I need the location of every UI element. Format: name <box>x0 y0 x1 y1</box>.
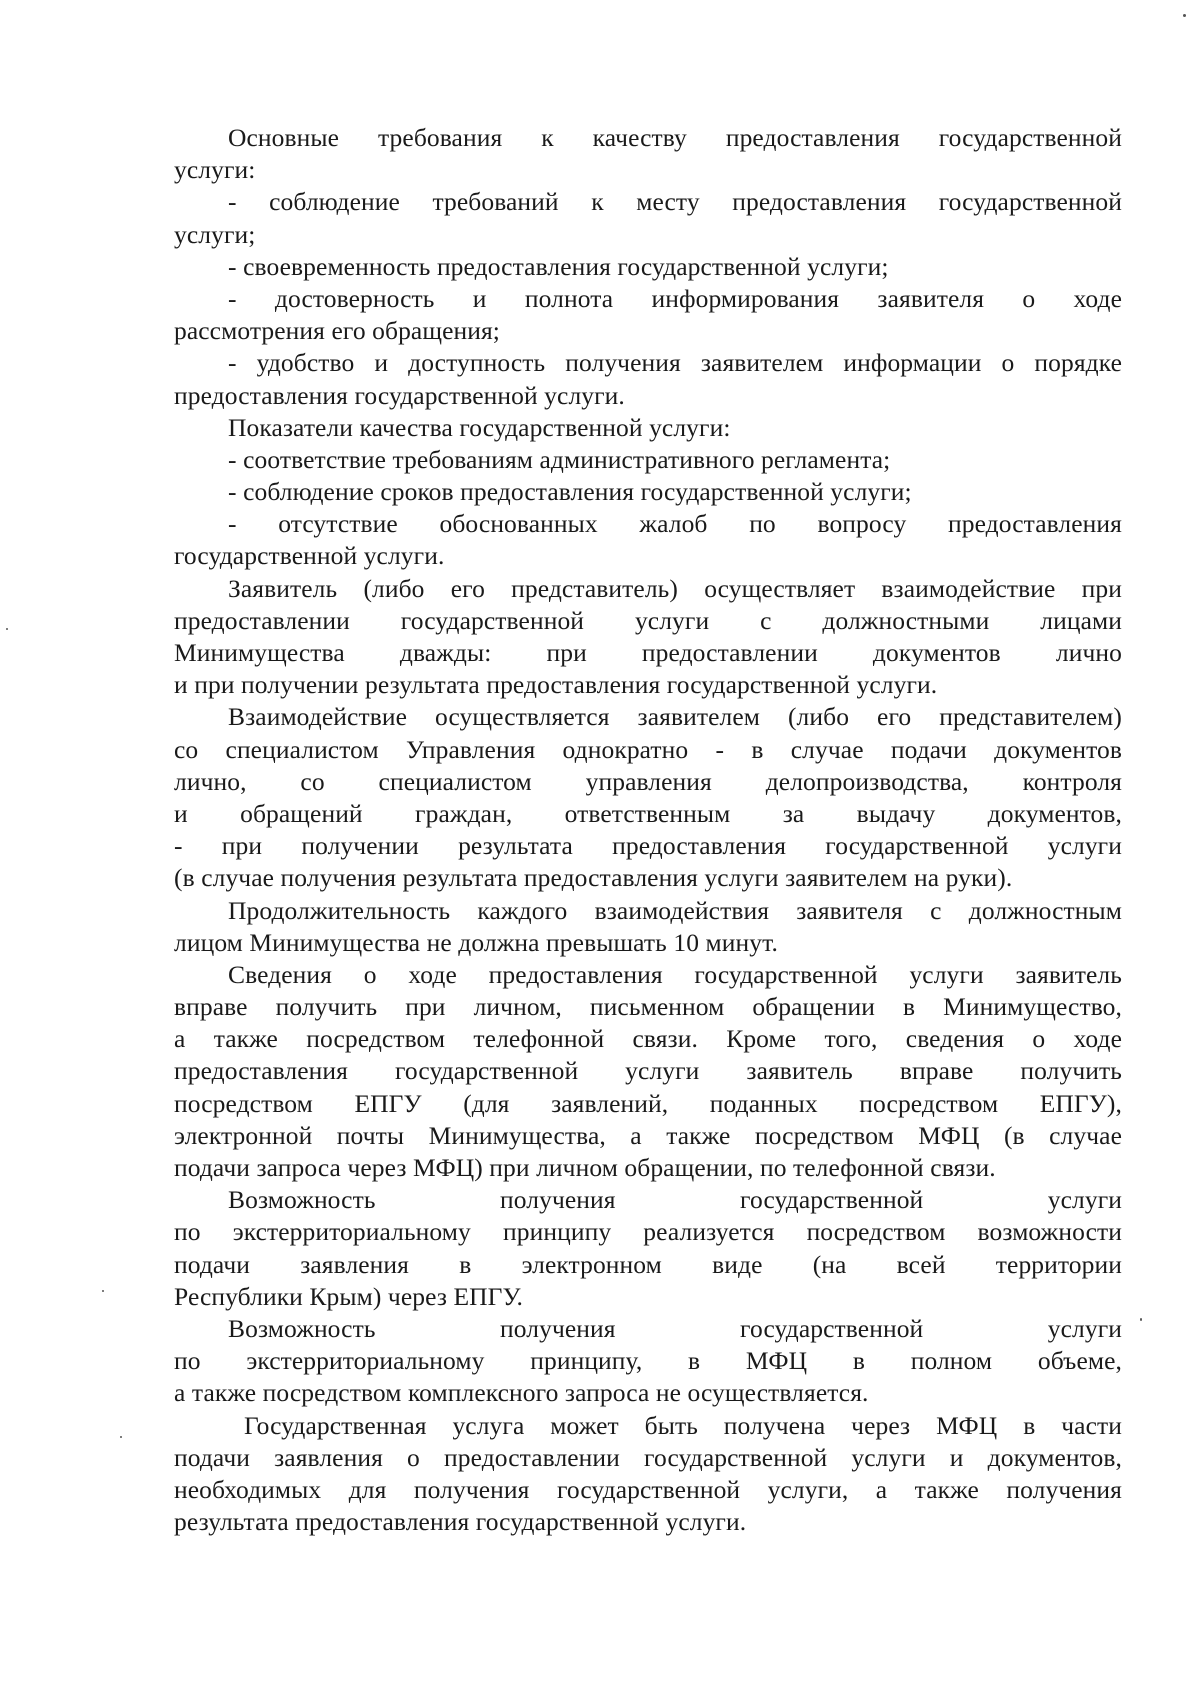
text-line: лицом Минимущества не должна превышать 10 минут. <box>174 927 778 957</box>
text-line: по экстерриториальному принципу, в МФЦ в полном объеме, <box>174 1346 1122 1376</box>
text-line: подачи заявления в электронном виде (на всей территории <box>174 1249 1122 1279</box>
text-line: предоставлении государственной услуги с должностными лицами <box>174 605 1122 635</box>
text-line: лично, со специалистом управления делопроизводства, контроля <box>174 766 1122 796</box>
text-line: услуги; <box>174 219 256 249</box>
text-line: Продолжительность каждого взаимодействия заявителя с должностным <box>228 895 1122 925</box>
scan-speck <box>1140 1318 1142 1321</box>
text-line: услуги: <box>174 155 256 185</box>
text-line: Показатели качества государственной услуги: <box>228 412 731 442</box>
text-line: - соблюдение требований к месту предоставления государственной <box>228 187 1122 217</box>
text-line: - достоверность и полнота информирования заявителя о ходе <box>228 283 1122 313</box>
text-line: Республики Крым) через ЕПГУ. <box>174 1281 523 1311</box>
document-body <box>174 122 1122 1538</box>
text-line: Возможность получения государственной услуги <box>228 1185 1122 1215</box>
text-line: и при получении результата предоставления государственной услуги. <box>174 670 938 700</box>
text-line: Сведения о ходе предоставления государственной услуги заявитель <box>228 959 1122 989</box>
text-line: и обращений граждан, ответственным за выдачу документов, <box>174 798 1122 828</box>
text-line: а также посредством комплексного запроса не осуществляется. <box>174 1378 869 1408</box>
text-line: по экстерриториальному принципу реализуется посредством возможности <box>174 1217 1122 1247</box>
text-line: - соответствие требованиям административного регламента; <box>228 444 891 474</box>
text-line: - при получении результата предоставления государственной услуги <box>174 831 1122 861</box>
scan-speck <box>120 1436 122 1438</box>
scan-speck <box>102 1290 104 1292</box>
text-line: со специалистом Управления однократно - в случае подачи документов <box>174 734 1122 764</box>
text-line: предоставления государственной услуги заявитель вправе получить <box>174 1056 1122 1086</box>
text-line: Заявитель (либо его представитель) осуществляет взаимодействие при <box>228 573 1122 603</box>
text-line: предоставления государственной услуги. <box>174 380 625 410</box>
scan-speck <box>6 628 8 630</box>
text-line: посредством ЕПГУ (для заявлений, поданных посредством ЕПГУ), <box>174 1088 1122 1118</box>
text-line: электронной почты Минимущества, а также посредством МФЦ (в случае <box>174 1120 1122 1150</box>
scan-speck <box>1183 14 1186 17</box>
text-line: - отсутствие обоснованных жалоб по вопросу предоставления <box>228 509 1122 539</box>
text-line: (в случае получения результата предоставления услуги заявителем на руки). <box>174 863 1013 893</box>
text-line: результата предоставления государственной услуги. <box>174 1507 747 1537</box>
text-line: необходимых для получения государственной услуги, а также получения <box>174 1474 1122 1504</box>
text-line: Взаимодействие осуществляется заявителем (либо его представителем) <box>228 702 1122 732</box>
text-line: Минимущества дважды: при предоставлении документов лично <box>174 638 1122 667</box>
text-line: а также посредством телефонной связи. Кроме того, сведения о ходе <box>174 1024 1122 1054</box>
text-line: вправе получить при личном, письменном обращении в Минимущество, <box>174 992 1122 1022</box>
text-line: Возможность получения государственной услуги <box>228 1313 1122 1343</box>
text-line: Основные требования к качеству предоставления государственной <box>228 123 1122 152</box>
text-line: - удобство и доступность получения заявителем информации о порядке <box>228 348 1122 378</box>
text-line: рассмотрения его обращения; <box>174 316 500 346</box>
text-line: Государственная услуга может быть получена через МФЦ в части <box>244 1410 1122 1440</box>
text-line: подачи запроса через МФЦ) при личном обращении, по телефонной связи. <box>174 1153 996 1182</box>
text-line: - своевременность предоставления государственной услуги; <box>228 251 889 281</box>
text-line: - соблюдение сроков предоставления государственной услуги; <box>228 477 912 507</box>
text-line: государственной услуги. <box>174 541 445 571</box>
text-line: подачи заявления о предоставлении государственной услуги и документов, <box>174 1442 1122 1472</box>
